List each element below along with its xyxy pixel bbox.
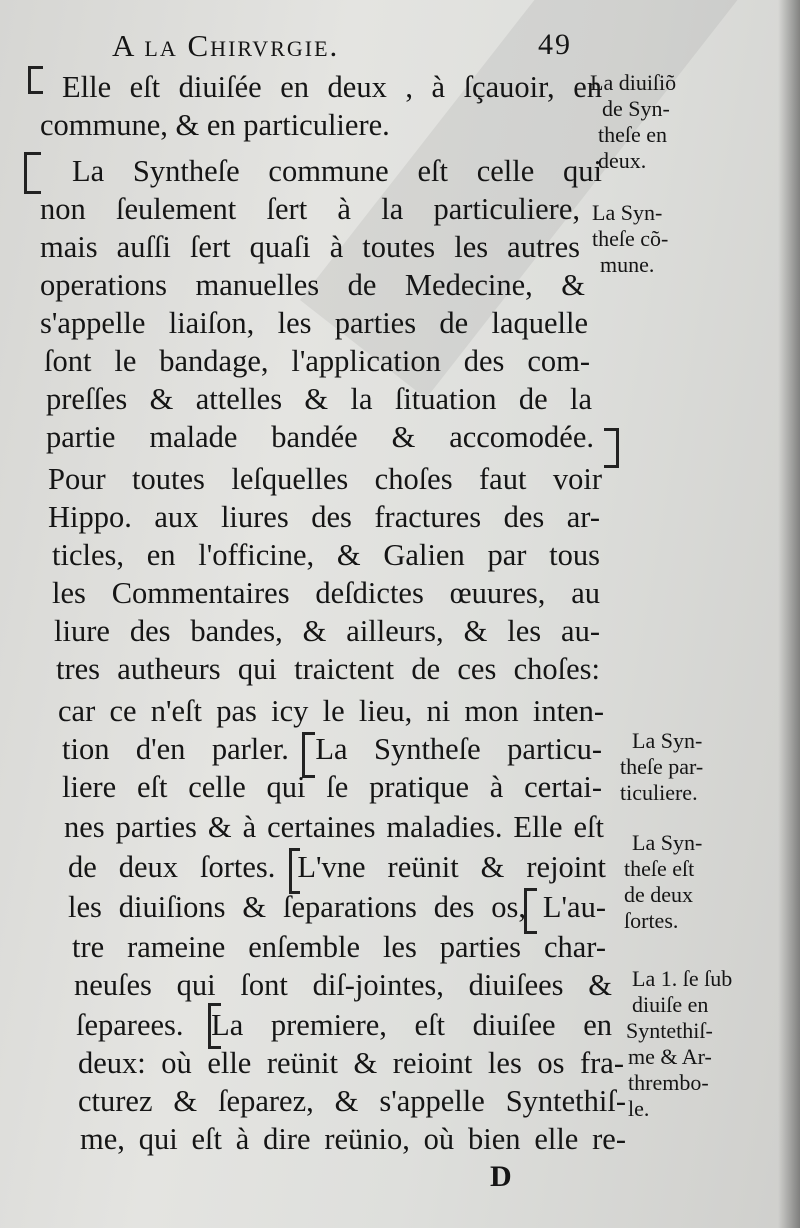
note-line: La Syn- <box>632 830 703 855</box>
gutter-shadow <box>778 0 800 1228</box>
margin-note <box>620 728 704 806</box>
text-line: tre rameine enſemble les parties char- <box>72 930 606 964</box>
note-line: mune. <box>600 252 655 277</box>
text-line: les Commentaires deſdictes œuures, au <box>52 576 600 610</box>
text-line: mais auſſi ſert quaſi à toutes les autres <box>40 230 580 264</box>
note-line: theſe eſt <box>624 856 695 881</box>
note-line: de deux <box>624 882 694 907</box>
note-line: theſe cõ- <box>592 226 669 251</box>
text-line: de deux ſortes. L'vne reünit & rejoint <box>68 850 606 884</box>
note-line: de Syn- <box>602 96 670 121</box>
text-line: deux: où elle reünit & reioint les os fra- <box>78 1046 624 1080</box>
text-line: tion d'en parler. La Syntheſe particu- <box>62 732 602 766</box>
page-number: 49 <box>538 28 572 61</box>
margin-note <box>624 830 703 934</box>
page-header <box>112 28 572 68</box>
bracket-mark <box>604 428 619 468</box>
note-line: Syntethiſ- <box>626 1018 713 1043</box>
note-line: La 1. ſe ſub <box>632 966 733 991</box>
text-line: liere eſt celle qui ſe pratique à certai- <box>62 770 602 804</box>
note-line: le. <box>628 1096 650 1121</box>
text-line: ticles, en l'officine, & Galien par tous <box>52 538 600 572</box>
margin-note <box>626 966 733 1122</box>
note-line: La Syn- <box>592 200 663 225</box>
margin-note <box>590 70 676 174</box>
text-line: operations manuelles de Medecine, & <box>40 268 585 302</box>
note-line: La diuiſiõ <box>590 70 677 95</box>
text-line: car ce n'eſt pas icy le lieu, ni mon inten- <box>58 694 604 728</box>
text-line: Elle eſt diuiſée en deux , à ſçauoir, en <box>62 70 602 104</box>
note-line: diuiſe en <box>632 992 709 1017</box>
signature-mark: D <box>490 1160 512 1193</box>
text-line: nes parties & à certaines maladies. Elle eſt <box>64 810 604 844</box>
text-line: les diuiſions & ſeparations des os, L'au- <box>68 890 606 924</box>
note-line: theſe en <box>598 122 668 147</box>
text-line: commune, & en particuliere. <box>40 108 390 142</box>
margin-note <box>592 200 668 278</box>
note-line: La Syn- <box>632 728 703 753</box>
text-line: me, qui eſt à dire reünio, où bien elle re- <box>80 1122 626 1156</box>
running-title: A la Chirvrgie. <box>112 28 340 63</box>
text-line: partie malade bandée & accomodée. <box>46 420 594 454</box>
text-line: s'appelle liaiſon, les parties de laquelle <box>40 306 588 340</box>
note-line: theſe par- <box>620 754 704 779</box>
text-line: ſont le bandage, l'application des com- <box>44 344 590 378</box>
note-line: ticuliere. <box>620 780 698 805</box>
text-line: tres autheurs qui traictent de ces choſes: <box>56 652 600 686</box>
text-line: preſſes & attelles & la ſituation de la <box>46 382 592 416</box>
text-line: cturez & ſeparez, & s'appelle Syntethiſ- <box>78 1084 626 1118</box>
bracket-mark <box>24 152 41 194</box>
bracket-mark <box>28 66 43 94</box>
note-line: ſortes. <box>624 908 679 933</box>
text-line: Hippo. aux liures des fractures des ar- <box>48 500 600 534</box>
note-line: me & Ar- <box>628 1044 712 1069</box>
note-line: thrembo- <box>628 1070 709 1095</box>
text-line: non ſeulement ſert à la particuliere, <box>40 192 580 226</box>
note-line: deux. <box>598 148 647 173</box>
text-line: ſeparees. La premiere, eſt diuiſee en <box>76 1008 612 1042</box>
text-line: liure des bandes, & ailleurs, & les au- <box>54 614 600 648</box>
text-line: La Syntheſe commune eſt celle qui <box>72 154 602 188</box>
text-line: Pour toutes leſquelles choſes faut voir <box>48 462 602 496</box>
text-line: neuſes qui ſont diſ-jointes, diuiſees & <box>74 968 612 1002</box>
